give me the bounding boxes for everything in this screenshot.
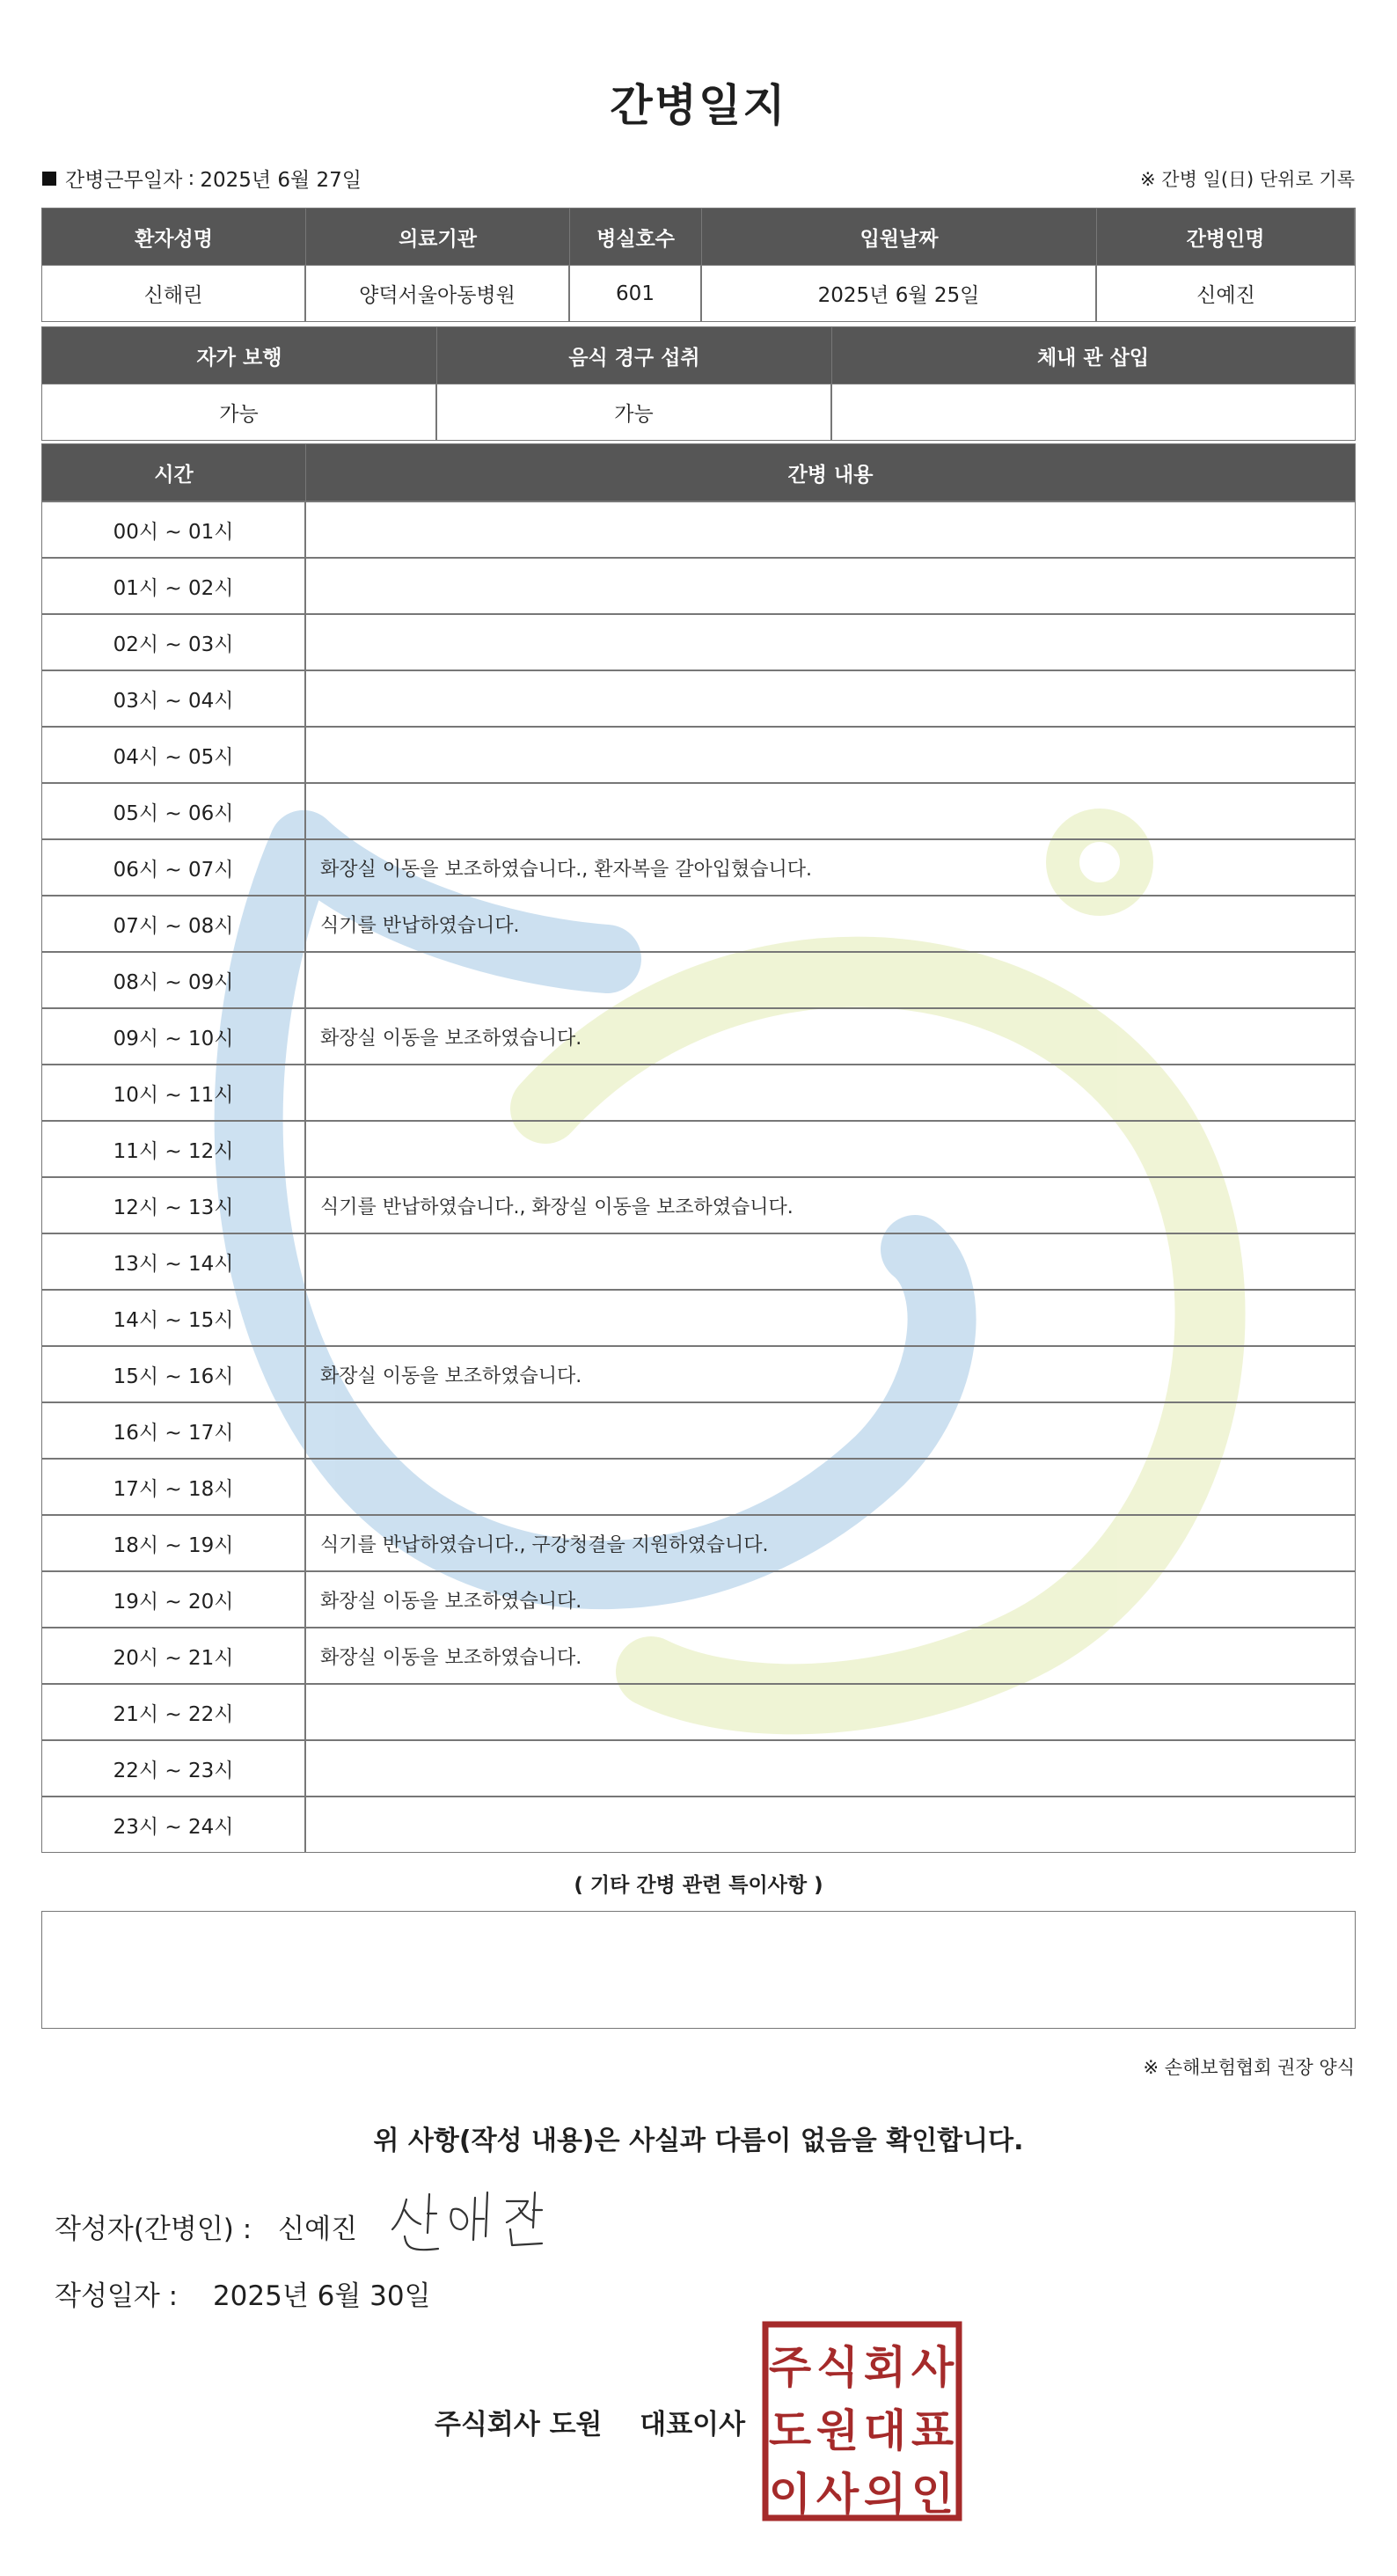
- writer-label: 작성자(간병인) :: [55, 2214, 252, 2245]
- seal-character: 의: [863, 2469, 907, 2520]
- time-slot-cell: 03시 ~ 04시: [42, 671, 306, 726]
- confirmation-statement: 위 사항(작성 내용)은 사실과 다름이 없음을 확인합니다.: [373, 2126, 1024, 2156]
- table-row: [42, 1064, 1355, 1120]
- care-content-cell: [306, 1291, 1355, 1345]
- notes-box: [41, 1911, 1356, 2029]
- table-row: [42, 501, 1355, 557]
- care-content-cell: [306, 1065, 1355, 1120]
- care-content-cell: 식기를 반납하였습니다., 화장실 이동을 보조하였습니다.: [320, 1196, 794, 1218]
- time-slot-cell: 14시 ~ 15시: [42, 1291, 306, 1345]
- table-row: [42, 1514, 1355, 1570]
- company-line: [435, 2402, 745, 2441]
- room-number: 601: [570, 265, 702, 321]
- time-slot-cell: 19시 ~ 20시: [42, 1572, 306, 1627]
- caregiver-name: 신예진: [1097, 265, 1355, 321]
- care-log-header: [42, 444, 1355, 501]
- work-date-line: [42, 164, 362, 193]
- header-admission-date: 입원날짜: [702, 209, 1097, 265]
- care-content-cell: [306, 502, 1355, 557]
- table-row: [42, 838, 1355, 895]
- writer-line: [55, 2206, 357, 2246]
- patient-name: 신해린: [42, 265, 306, 321]
- table-row: [42, 1627, 1355, 1683]
- care-content-cell: [306, 1460, 1355, 1514]
- written-date-value: 2025년 6월 30일: [212, 2280, 431, 2312]
- care-content-cell: 식기를 반납하였습니다., 구강청결을 지원하였습니다.: [320, 1533, 769, 1556]
- table-row: [42, 1458, 1355, 1514]
- table-row: [42, 782, 1355, 838]
- hospital-name: 양덕서울아동병원: [306, 265, 570, 321]
- header-patient-name: 환자성명: [42, 209, 306, 265]
- header-oral-intake: 음식 경구 섭취: [437, 327, 832, 384]
- care-content-cell: [306, 615, 1355, 670]
- seal-character: 인: [911, 2469, 954, 2520]
- header-self-walking: 자가 보행: [42, 327, 437, 384]
- time-slot-cell: 15시 ~ 16시: [42, 1347, 306, 1401]
- care-content-cell: [306, 1403, 1355, 1458]
- seal-character: 도: [768, 2405, 812, 2456]
- header-hospital: 의료기관: [306, 209, 570, 265]
- work-date-label: 간병근무일자: [65, 169, 183, 192]
- bullet-square-icon: [42, 172, 56, 186]
- time-slot-cell: 04시 ~ 05시: [42, 728, 306, 782]
- care-content-cell: 화장실 이동을 보조하였습니다.: [320, 1365, 582, 1387]
- care-content-cell: [306, 784, 1355, 838]
- care-content-cell: 화장실 이동을 보조하였습니다.: [320, 1646, 582, 1669]
- care-content-cell: [306, 671, 1355, 726]
- document-title: 간병일지: [610, 80, 787, 131]
- time-slot-cell: 05시 ~ 06시: [42, 784, 306, 838]
- unit-note: ※ 간병 일(日) 단위로 기록: [1140, 169, 1355, 190]
- table-row: [42, 951, 1355, 1007]
- self-walking-value: 가능: [42, 384, 437, 440]
- time-slot-cell: 16시 ~ 17시: [42, 1403, 306, 1458]
- notes-title: ( 기타 간병 관련 특이사항 ): [574, 1874, 823, 1897]
- table-row: [42, 1176, 1355, 1233]
- table-row: [42, 1007, 1355, 1064]
- time-slot-cell: 13시 ~ 14시: [42, 1234, 306, 1289]
- seal-character: 사: [911, 2342, 954, 2393]
- table-row: [42, 1796, 1355, 1852]
- time-slot-cell: 11시 ~ 12시: [42, 1122, 306, 1176]
- table-row: [42, 1683, 1355, 1739]
- table-row: [42, 1345, 1355, 1401]
- care-content-cell: [306, 559, 1355, 613]
- patient-info-table: [41, 208, 1356, 322]
- work-date-separator: :: [187, 166, 195, 190]
- seal-character: 식: [816, 2342, 859, 2393]
- time-slot-cell: 22시 ~ 23시: [42, 1741, 306, 1796]
- care-content-cell: [306, 728, 1355, 782]
- care-content-cell: [306, 1797, 1355, 1852]
- table-row: [42, 557, 1355, 613]
- seal-character: 표: [911, 2405, 954, 2456]
- patient-ability-table: [41, 326, 1356, 441]
- time-slot-cell: 18시 ~ 19시: [42, 1516, 306, 1570]
- care-content-cell: [306, 1685, 1355, 1739]
- writer-name: 신예진: [278, 2214, 358, 2245]
- time-slot-cell: 21시 ~ 22시: [42, 1685, 306, 1739]
- time-slot-cell: 17시 ~ 18시: [42, 1460, 306, 1514]
- seal-character: 이: [768, 2469, 812, 2520]
- company-seal-stamp: [762, 2321, 962, 2521]
- care-content-cell: 화장실 이동을 보조하였습니다.: [320, 1590, 582, 1613]
- company-name: 주식회사 도원: [435, 2409, 603, 2441]
- time-slot-cell: 23시 ~ 24시: [42, 1797, 306, 1852]
- handwritten-signature: [387, 2184, 554, 2263]
- time-slot-cell: 12시 ~ 13시: [42, 1178, 306, 1233]
- work-date-value: 2025년 6월 27일: [200, 169, 362, 192]
- time-slot-cell: 01시 ~ 02시: [42, 559, 306, 613]
- table-row: [42, 1401, 1355, 1458]
- time-slot-cell: 08시 ~ 09시: [42, 953, 306, 1007]
- written-date-line: [55, 2273, 431, 2313]
- header-room-number: 병실호수: [570, 209, 702, 265]
- table-row: [42, 895, 1355, 951]
- company-ceo-title: 대표이사: [640, 2409, 746, 2441]
- table-row: [42, 1570, 1355, 1627]
- table-row: [42, 670, 1355, 726]
- table-row: [42, 1289, 1355, 1345]
- care-content-cell: 식기를 반납하였습니다.: [320, 914, 520, 937]
- time-slot-cell: 06시 ~ 07시: [42, 840, 306, 895]
- admission-date: 2025년 6월 25일: [702, 265, 1097, 321]
- time-slot-cell: 09시 ~ 10시: [42, 1009, 306, 1064]
- time-slot-cell: 07시 ~ 08시: [42, 896, 306, 951]
- seal-character: 사: [816, 2469, 859, 2520]
- seal-character: 회: [863, 2342, 907, 2393]
- care-log-rows: [42, 501, 1355, 1852]
- written-date-label: 작성일자 :: [55, 2280, 179, 2312]
- seal-character: 주: [768, 2342, 812, 2393]
- form-footnote: ※ 손해보험협회 권장 양식: [1143, 2057, 1355, 2078]
- table-row: [42, 1739, 1355, 1796]
- time-slot-cell: 20시 ~ 21시: [42, 1628, 306, 1683]
- time-slot-cell: 02시 ~ 03시: [42, 615, 306, 670]
- table-row: [42, 726, 1355, 782]
- care-content-cell: [306, 1741, 1355, 1796]
- care-content-cell: 화장실 이동을 보조하였습니다., 환자복을 갈아입혔습니다.: [320, 858, 813, 881]
- table-row: [42, 1233, 1355, 1289]
- seal-character: 원: [816, 2405, 859, 2456]
- header-care-content: 간병 내용: [306, 444, 1355, 501]
- oral-intake-value: 가능: [437, 384, 832, 440]
- care-log-table: [41, 443, 1356, 1853]
- header-tube-insertion: 체내 관 삽입: [832, 327, 1355, 384]
- care-content-cell: 화장실 이동을 보조하였습니다.: [320, 1027, 582, 1050]
- header-caregiver-name: 간병인명: [1097, 209, 1355, 265]
- seal-character: 대: [863, 2405, 907, 2456]
- tube-insertion-value: [832, 384, 1355, 440]
- table-row: [42, 1120, 1355, 1176]
- care-content-cell: [306, 953, 1355, 1007]
- time-slot-cell: 00시 ~ 01시: [42, 502, 306, 557]
- care-content-cell: [306, 1122, 1355, 1176]
- care-content-cell: [306, 1234, 1355, 1289]
- header-time: 시간: [42, 444, 306, 501]
- time-slot-cell: 10시 ~ 11시: [42, 1065, 306, 1120]
- table-row: [42, 613, 1355, 670]
